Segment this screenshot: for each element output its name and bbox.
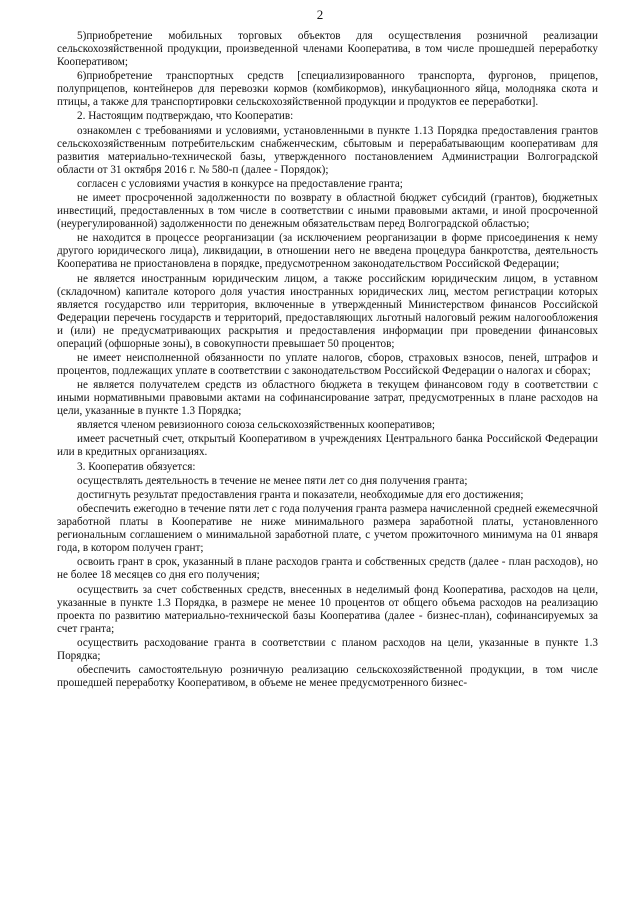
paragraph-no-overdue-debt: не имеет просроченной задолженности по возврату в областной бюджет субсидий (грантов), бюджетных инвестиций, предоставленных в том числе в соответствии с иными правовыми актами, и иной просроченной (неурегулированной) задолженности по денежным обязательствам перед Волгоградской областью; (57, 192, 598, 231)
paragraph-own-funds: осуществить за счет собственных средств, внесенных в неделимый фонд Кооператива, расходов на цели, указанные в пункте 1.3 Порядка, в размере не менее 10 процентов от общего объема расходов на реализацию проекта по развитию материально-технической базы Кооператива (далее - бизнес-план), софинансируемых за счет гранта; (57, 583, 598, 635)
paragraph-agrees: согласен с условиями участия в конкурсе на предоставление гранта; (77, 177, 403, 190)
paragraph-spend-grant: осуществить расходование гранта в соответствии с планом расходов на цели, указанные в пункте 1.3 Порядка; (57, 636, 598, 662)
section-heading-3: 3. Кооператив обязуется: (77, 460, 196, 473)
page-number: 2 (316, 7, 324, 22)
document-body (57, 30, 598, 691)
paragraph-operate-five-years: осуществлять деятельность в течение не менее пяти лет со дня получения гранта; (77, 474, 468, 487)
paragraph-acquainted: ознакомлен с требованиями и условиями, установленными в пункте 1.13 Порядка предоставления грантов сельскохозяйственным потребительским снабженческим, сбытовым и перерабатывающим кооперативам для развития материально-технической базы, утвержденного постановлением Администрации Волгоградской области от 31 октября 2016 г. № 580-п (далее - Порядок); (57, 124, 598, 176)
paragraph-audit-union-member: является членом ревизионного союза сельскохозяйственных кооперативов; (77, 419, 435, 432)
paragraph-item-5: 5)приобретение мобильных торговых объектов для осуществления розничной реализации сельскохозяйственной продукции, произведенной членами Кооператива, в том числе прошедшей переработку Кооперативом; (57, 30, 598, 69)
paragraph-retail-sales: обеспечить самостоятельную розничную реализацию сельскохозяйственной продукции, в том числе прошедшей переработку Кооперативом, в объеме не менее предусмотренного бизнес- (57, 663, 598, 690)
paragraph-bank-account: имеет расчетный счет, открытый Кооперативом в учреждениях Центрального банка Российской Федерации или в кредитных организациях. (57, 433, 598, 459)
paragraph-not-reorganizing: не находится в процессе реорганизации (за исключением реорганизации в форме присоединения к нему другого юридического лица), ликвидации, в отношении него не введена процедура банкротства, деятельность Кооператива не приостановлена в порядке, предусмотренном законодательством Российской Федерации; (57, 232, 598, 271)
paragraph-not-foreign: не является иностранным юридическим лицом, а также российским юридическим лицом, в уставном (складочном) капитале которого доля участия иностранных юридических лиц, местом регистрации которых является государство или территория, включенные в утвержденный Министерством финансов Российской Федерации перечень государств и территорий, предоставляющих льготный налоговый режим налогообложения и (или) не предусматривающих раскрытия и предоставления информации при проведении финансовых операций (офшорные зоны), в совокупности превышает 50 процентов; (57, 272, 598, 350)
paragraph-no-tax-debt: не имеет неисполненной обязанности по уплате налогов, сборов, страховых взносов, пеней, штрафов и процентов, подлежащих уплате в соответствии с законодательством Российской Федерации о налогах и сборах; (57, 351, 598, 377)
paragraph-not-recipient: не является получателем средств из областного бюджета в текущем финансовом году в соответствии с иными нормативными правовыми актами на софинансирование затрат, предусмотренных в плане расходов на цели, указанные в пункте 1.3 Порядка; (57, 379, 598, 418)
paragraph-achieve-result: достигнуть результат предоставления гранта и показатели, необходимые для его достижения; (77, 488, 524, 501)
section-heading-2: 2. Настоящим подтверждаю, что Кооператив: (77, 110, 294, 123)
paragraph-ensure-salary: обеспечить ежегодно в течение пяти лет с года получения гранта размера начисленной средней ежемесячной заработной платы в Кооперативе не ниже минимального размера заработной платы, установленного региональным соглашением о минимальной заработной плате, с учетом прожиточного минимума на 01 января года, в котором получен грант; (57, 503, 598, 555)
paragraph-use-grant-term: освоить грант в срок, указанный в плане расходов гранта и собственных средств (далее - план расходов), но не более 18 месяцев со дня его получения; (57, 556, 598, 582)
paragraph-item-6: 6)приобретение транспортных средств [специализированного транспорта, фургонов, прицепов, полуприцепов, контейнеров для перевозки кормов (комбикормов), инкубационного яйца, молодняка скота и птицы, а также для транспортировки сельскохозяйственной продукции и продуктов ее переработки]. (57, 70, 598, 109)
